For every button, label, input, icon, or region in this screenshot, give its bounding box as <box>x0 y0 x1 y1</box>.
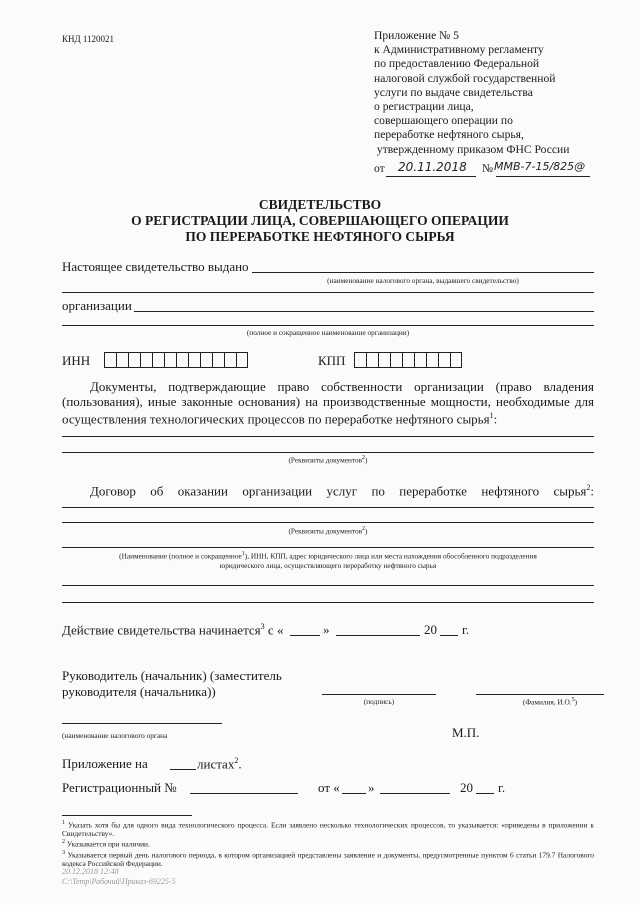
validity-year-line <box>440 635 458 636</box>
issued-line-2 <box>62 292 594 293</box>
documents-caption-tail: ) <box>365 455 368 465</box>
registration-from: от « <box>318 780 340 795</box>
issued-label: Настоящее свидетельство выдано <box>62 259 249 274</box>
appendix-line: по предоставлению Федеральной <box>374 57 540 71</box>
registration-day-line <box>342 793 366 794</box>
name-line <box>476 694 604 695</box>
title-line: О РЕГИСТРАЦИИ ЛИЦА, СОВЕРШАЮЩЕГО ОПЕРАЦИИ <box>131 213 509 228</box>
attachment-end: . <box>238 756 242 772</box>
footnote-text: Указать хотя бы для одного вида технологического процесса. Если заявлено несколько технологических процессов, то указывается: «приведены в приложении к Свидетельству». <box>62 820 594 839</box>
name-caption-text: (Фамилия, И.О. <box>522 697 572 707</box>
inn-boxes <box>104 352 248 368</box>
validity-year-suffix: г. <box>462 622 470 637</box>
registration-year: 20 <box>460 780 473 795</box>
order-number-label: № <box>482 162 494 175</box>
appendix-line: утвержденному приказом ФНС России <box>374 142 570 156</box>
documents-caption-sup: 2 <box>362 455 366 461</box>
name-caption-tail: ) <box>574 697 578 707</box>
appendix-block <box>374 29 614 157</box>
registration-month-line <box>380 793 450 794</box>
organization-line-2 <box>62 325 594 326</box>
validity-from: с « <box>267 622 284 638</box>
contract-text: Договор об оказании организации услуг по переработке нефтяного сырья <box>90 483 587 499</box>
footnote-item <box>62 849 594 868</box>
validity-day-line <box>290 635 320 636</box>
validity-year: 20 <box>424 622 437 637</box>
appendix-line: о регистрации лица, <box>374 100 474 114</box>
documents-line-2 <box>62 452 594 453</box>
contract-caption-text: (Реквизиты документов <box>288 526 363 536</box>
attachment-label: Приложение на <box>62 756 148 771</box>
documents-caption <box>62 455 594 464</box>
order-number-line <box>496 176 590 177</box>
contract-line-5 <box>62 602 594 603</box>
contract-caption <box>62 526 594 535</box>
contract-caption-tail: ) <box>365 526 368 536</box>
registration-number-line <box>190 793 298 794</box>
appendix-line: совершающего операции по <box>374 114 513 128</box>
name-caption <box>496 697 604 706</box>
contract-caption-2-b: ), ИНН, КПП, адрес юридического лица или места нахождения обособленного подразделения <box>244 551 537 561</box>
documents-tail: : <box>493 411 498 427</box>
print-stamp-line: С:\Temp\Рабочий\Приказ-69225-5 <box>62 877 176 886</box>
kpp-label: КПП <box>318 353 346 368</box>
order-from-label: от <box>374 162 385 175</box>
footnote-separator <box>62 815 192 816</box>
registration-label: Регистрационный № <box>62 780 177 795</box>
title-line: ПО ПЕРЕРАБОТКЕ НЕФТЯНОГО СЫРЬЯ <box>185 229 455 244</box>
attachment-sup: 2 <box>234 756 239 765</box>
attachment-line <box>170 769 196 770</box>
stamp-place: М.П. <box>452 725 480 740</box>
appendix-line: услуги по выдаче свидетельства <box>374 85 533 99</box>
order-number-handwritten: ММВ-7-15/825@ <box>494 160 586 173</box>
documents-sup: 1 <box>489 411 494 420</box>
head-line-2: руководителя (начальника)) <box>62 684 216 699</box>
appendix-line: переработке нефтяного сырья, <box>374 128 524 142</box>
validity-label: Действие свидетельства начинается <box>62 622 261 638</box>
appendix-line: налоговой службой государственной <box>374 71 556 85</box>
validity-sup: 3 <box>260 622 265 631</box>
contract-caption-2-sup: 1 <box>241 551 245 557</box>
documents-caption-text: (Реквизиты документов <box>288 455 363 465</box>
contract-caption-2-line2: юридического лица, осуществляющего переработку нефтяного сырья <box>219 560 437 570</box>
organization-caption: (полное и сокращенное наименование организации) <box>246 328 410 337</box>
tax-authority-caption: (наименование налогового органа <box>62 731 168 740</box>
validity-row <box>62 622 283 638</box>
registration-year-suffix: г. <box>498 780 506 795</box>
contract-caption-2 <box>62 550 594 570</box>
document-title <box>0 197 640 245</box>
footnote-item <box>62 838 594 848</box>
contract-paragraph <box>62 481 594 499</box>
contract-line-3 <box>62 547 594 548</box>
footnote-text: Указывается при наличии. <box>65 839 150 849</box>
appendix-line: Приложение № 5 <box>374 29 459 42</box>
organization-label: организации <box>62 298 132 313</box>
head-line-1: Руководитель (начальник) (заместитель <box>62 668 282 683</box>
print-stamp-line: 20.12.2018 12:48 <box>62 867 119 876</box>
footnote-mark: 3 <box>62 849 66 856</box>
contract-caption-sup: 2 <box>362 526 366 532</box>
footnotes <box>62 819 594 868</box>
signature-caption: (подпись) <box>363 697 395 706</box>
print-stamp <box>62 867 176 887</box>
footnote-text: Указывается первый день налогового периода, в котором организацией представлены заявление и документы, предусмотренные пунктом 6 статьи 179.7 Налогового кодекса Российской Федерации. <box>62 850 594 869</box>
attachment-tail-row <box>197 756 242 772</box>
validity-close: » <box>323 622 330 637</box>
contract-line-2 <box>62 522 594 523</box>
documents-paragraph <box>62 380 594 427</box>
signature-line <box>322 694 436 695</box>
footnote-mark: 1 <box>62 820 66 826</box>
head-title <box>62 668 282 700</box>
validity-month-line <box>336 635 420 636</box>
contract-sup: 2 <box>586 483 591 492</box>
attachment-tail: листах <box>197 756 235 772</box>
issued-caption: (наименование налогового органа, выдавшего свидетельство) <box>327 276 519 285</box>
appendix-line: к Административному регламенту <box>374 43 544 57</box>
contract-line-1 <box>62 507 594 508</box>
organization-line <box>134 311 594 312</box>
registration-close: » <box>368 780 375 795</box>
contract-tail: : <box>590 483 594 499</box>
inn-label: ИНН <box>62 353 91 368</box>
order-date-line <box>386 176 476 177</box>
kpp-boxes <box>354 352 462 368</box>
issued-line <box>252 272 594 273</box>
tax-authority-line <box>62 723 222 724</box>
contract-line-4 <box>62 585 594 586</box>
registration-year-line <box>476 793 494 794</box>
footnote-mark: 2 <box>62 839 66 846</box>
form-code: КНД 1120021 <box>62 34 115 44</box>
order-date-handwritten: 20.11.2018 <box>398 160 467 174</box>
documents-line-1 <box>62 436 594 437</box>
documents-text: Документы, подтверждающие право собственности организации (право владения (пользования), иные законные основания) на производственные мощности, необходимые для осуществления технологических процессов по переработке нефтяного сырья <box>62 379 594 427</box>
footnote-item <box>62 819 594 838</box>
name-caption-sup: 5 <box>571 697 575 703</box>
contract-caption-2-a: (Наименование (полное и сокращенное <box>119 551 242 561</box>
title-line: СВИДЕТЕЛЬСТВО <box>258 197 382 212</box>
